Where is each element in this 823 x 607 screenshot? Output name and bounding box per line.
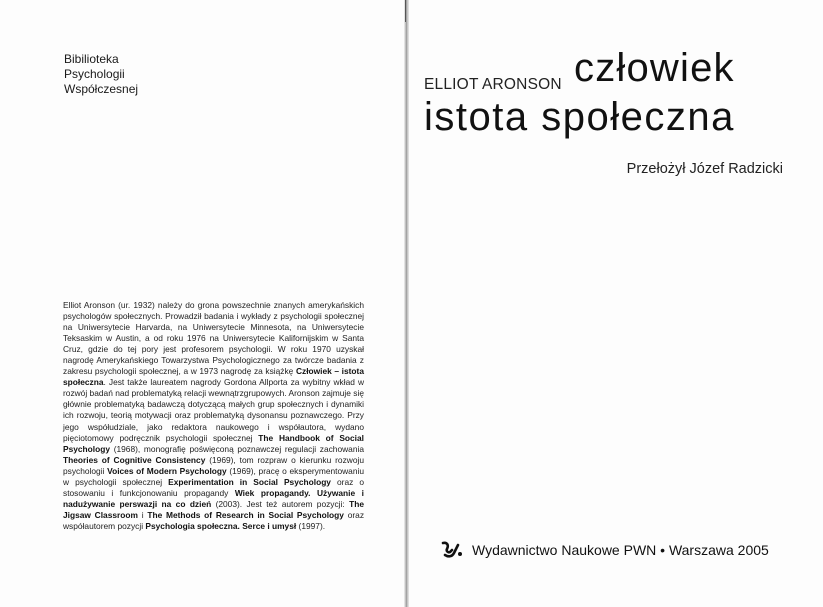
bio-text: (2003). Jest też autorem pozycji: (211, 498, 350, 509)
pwn-logo-icon (440, 541, 464, 559)
bio-text: (1969), pracę o eksperymentowaniu w psychologii społecznej (63, 465, 364, 487)
translator-credit: Przełożył Józef Radzicki (626, 161, 783, 177)
series-line: Psychologii (64, 67, 125, 81)
bio-book-title: The Jigsaw Classroom (63, 498, 364, 520)
bio-book-title: Wiek propagandy. Używanie i nadużywanie perswazji na co dzień (63, 487, 364, 509)
publisher-text: Wydawnictwo Naukowe PWN • Warszawa 2005 (472, 542, 769, 558)
bio-text: (1997). (296, 520, 326, 531)
gutter-mark (405, 0, 406, 22)
bio-text: i (137, 509, 148, 520)
bio-book-title: Theories of Cognitive Consistency (63, 454, 206, 465)
bio-book-title: The Methods of Research in Social Psychology (147, 509, 344, 520)
book-title-line-2: istota społeczna (424, 95, 735, 139)
book-title-line-1: człowiek (574, 46, 735, 90)
series-line: Bibilioteka (64, 52, 119, 66)
series-name (64, 52, 138, 97)
author-name: ELLIOT ARONSON (424, 76, 562, 93)
bio-book-title: Experimentation in Social Psychology (168, 476, 331, 487)
bio-text: . Jest także laureatem nagrody Gordona Allporta za wybitny wkład w rozwój badań nad problematyką relacji wewnątrzgrupowych. Aronson zajmuje się głównie problematyką badawczą dotyczącą małych grup społecznych i dynamiki ich rozwoju, teorią motywacji oraz problematyką dysonansu poznawczego. Przy jego współudziale, jako redaktora naukowego i współautora, wydano pięciotomowy podręcznik psychologii społecznej (63, 377, 364, 443)
publisher-line (440, 541, 769, 559)
bio-book-title: Człowiek – istota społeczna (63, 366, 364, 388)
bio-text: oraz o stosowaniu i funkcjonowaniu propagandy (63, 476, 364, 498)
left-page (0, 0, 406, 607)
bio-text: (1969), tom rozpraw o kierunku rozwoju psychologii (63, 454, 364, 476)
bio-book-title: Voices of Modern Psychology (107, 465, 227, 476)
bio-book-title: Psychologia społeczna. Serce i umysł (145, 520, 297, 531)
bio-text: Elliot Aronson (ur. 1932) należy do grona powszechnie znanych amerykańskich psychologów społecznych. Prowadził badania i wykłady z psychologii społecznej na Uniwersytecie Harvarda, na Uniwersytecie Minnesota, na Uniwersytecie Teksaskim w Austin, a od roku 1976 na Uniwersytecie Kalifornijskim w Santa Cruz, gdzie do tej pory jest profesorem psychologii. W roku 1970 uzyskał nagrodę Amerykańskiego Towarzystwa Psychologicznego za twórcze badania z zakresu psychologii społecznej, a w 1973 nagrodę za książkę (63, 300, 364, 377)
bio-text: oraz współautorem pozycji (63, 509, 365, 531)
bio-text: (1968), monografię poświęconą poznawczej regulacji zachowania (110, 443, 364, 454)
bio-book-title: The Handbook of Social Psychology (63, 432, 364, 454)
author-biography (63, 300, 364, 532)
series-line: Współczesnej (64, 82, 139, 96)
